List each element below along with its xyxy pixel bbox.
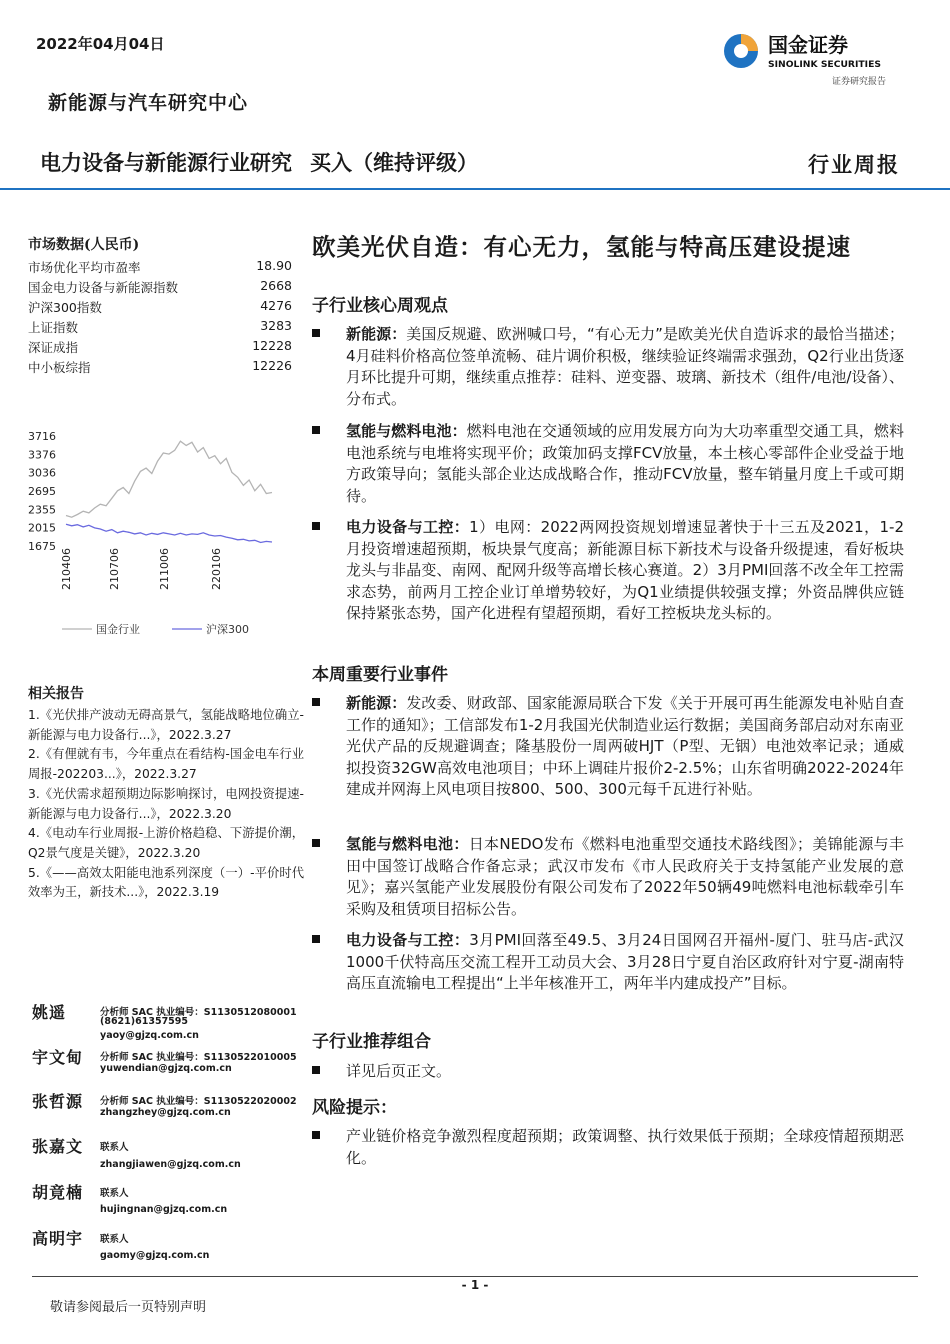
event-item: 氢能与燃料电池：日本NEDO发布《燃料电池重型交通技术路线图》；美锦能源与丰田中国签订战略合作备忘录；武汉市发布《市人民政府关于支持氢能产业发展的意见》；嘉兴氢能产业发展股份有限公司发布了2022年50辆49吨燃料电池标载牵引车采购及租赁项目招标公告。 bbox=[312, 834, 904, 920]
section-risk: 风险提示： bbox=[312, 1098, 397, 1118]
x-tick-label: 220106 bbox=[210, 548, 223, 590]
logo-en: SINOLINK SECURITIES bbox=[768, 59, 881, 70]
bullet-icon bbox=[312, 935, 320, 943]
bullet-icon bbox=[312, 426, 320, 434]
y-tick-label: 3036 bbox=[28, 466, 56, 480]
market-row: 国金电力设备与新能源指数 2668 bbox=[28, 278, 292, 295]
industry-title: 电力设备与新能源行业研究 bbox=[40, 151, 292, 175]
analyst-card: 高明宇 联系人 gaomy@gjzq.com.cn bbox=[32, 1226, 302, 1266]
related-report-item[interactable]: 3.《光伏需求超预期边际影响探讨，电网投资提速-新能源与电力设备行...》，2022.3.20 bbox=[28, 786, 304, 821]
event-item: 新能源：发改委、财政部、国家能源局联合下发《关于开展可再生能源发电补贴自查工作的通知》；工信部发布1-2月我国光伏制造业运行数据；美国商务部启动对东南亚光伏产品的反规避调查；隆基股份一周两破HJT（P型、无铟）电池效率记录；通威拟投资32GW高效电池项目；中环上调硅片报价2-2.5%；山东省明确2022-2024年建成并网海上风电项目按800、500、300元每千瓦进行补贴。 bbox=[312, 693, 904, 801]
related-report-item[interactable]: 2.《有俚就有韦，今年重点在看结构-国金电车行业周报-202203...》，2022.3.27 bbox=[28, 747, 304, 782]
bullet-icon bbox=[312, 698, 320, 706]
market-data-title: 市场数据(人民币) bbox=[28, 237, 140, 253]
page-number: - 1 - bbox=[461, 1278, 489, 1292]
bullet-icon bbox=[312, 522, 320, 530]
logo-mark-icon bbox=[724, 34, 758, 68]
main-title: 欧美光伏自造：有心无力，氢能与特高压建设提速 bbox=[312, 233, 851, 261]
y-tick-label: 2355 bbox=[28, 503, 56, 517]
y-tick-label: 2015 bbox=[28, 521, 56, 535]
sinolink-logo bbox=[722, 30, 902, 74]
bullet-icon bbox=[312, 1131, 320, 1139]
portfolio-item: 详见后页正文。 bbox=[312, 1061, 904, 1083]
disclaimer-note: 敬请参阅最后一页特别声明 bbox=[50, 1300, 207, 1315]
view-item: 电力设备与工控：1）电网：2022两网投资规划增速显著快于十三五及2021，1-2月投资增速超预期，板块景气度高；新能源目标下新技术与设备升级提速，看好板块龙头与非晶变、南网、配网升级等高增长核心赛道。2）3月PMI回落不改全年工控需求态势，前两月工控企业订单增势较好，为Q1业绩提供较强支撑；外资品牌供应链保持紧张态势，国产化进程有望超预期，看好工控板块龙头标的。 bbox=[312, 517, 904, 625]
footer-divider bbox=[32, 1276, 918, 1277]
market-row: 上证指数 3283 bbox=[28, 318, 292, 335]
analyst-card: 张哲源 分析师 SAC 执业编号：S1130522020002 zhangzhey@gjzq.com.cn bbox=[32, 1089, 302, 1123]
related-report-item[interactable]: 5.《——高效太阳能电池系列深度（一）-平价时代效率为王，新技术...》，2022.3.19 bbox=[28, 865, 304, 900]
x-tick-label: 210706 bbox=[108, 548, 121, 590]
report-type: 行业周报 bbox=[808, 152, 900, 177]
market-row: 沪深300指数 4276 bbox=[28, 298, 292, 315]
analyst-email[interactable]: hujingnan@gjzq.com.cn bbox=[100, 1204, 228, 1215]
view-item: 新能源：美国反规避、欧洲喊口号，“有心无力”是欧美光伏自造诉求的最恰当描述；4月硅料价格高位签单流畅、硅片调价积极，继续验证终端需求强劲，Q2行业出货逐月环比提升可期，继续重点推荐：硅料、逆变器、玻璃、新技术（组件/电池/设备）、分布式。 bbox=[312, 324, 904, 410]
x-tick-label: 211006 bbox=[158, 548, 171, 590]
event-item: 电力设备与工控：3月PMI回落至49.5、3月24日国网召开福州-厦门、驻马店-武汉1000千伏特高压交流工程开工动员大会、3月28日宁夏自治区政府针对宁夏-湖南特高压直流输电工程提出“上半年核准开工，两年半内建成投产”目标。 bbox=[312, 930, 904, 995]
analyst-email[interactable]: gaomy@gjzq.com.cn bbox=[100, 1250, 210, 1261]
x-tick-label: 210406 bbox=[60, 548, 73, 590]
risk-item: 产业链价格竞争激烈程度超预期；政策调整、执行效果低于预期；全球疫情超预期恶化。 bbox=[312, 1126, 904, 1169]
legend-label: 国金行业 bbox=[96, 623, 140, 636]
bullet-icon bbox=[312, 1066, 320, 1074]
related-report-item[interactable]: 4.《电动车行业周报-上游价格趋稳、下游提价潮，Q2景气度是关键》，2022.3.20 bbox=[28, 826, 304, 860]
view-item: 氢能与燃料电池：燃料电池在交通领域的应用发展方向为大功率重型交通工具，燃料电池系统与电堆将实现平价；政策加码支撑FCV放量，本土核心零部件企业受益于地方政策导向；氢能头部企业达成战略合作，推动FCV放量，整车销量月度上千或可期待。 bbox=[312, 421, 904, 507]
logo-cn: 国金证券 bbox=[768, 33, 848, 57]
market-row: 市场优化平均市盈率 18.90 bbox=[28, 258, 292, 275]
analyst-name: 张嘉文 bbox=[32, 1137, 84, 1156]
bullet-icon bbox=[312, 839, 320, 847]
analyst-name: 宇文甸 bbox=[32, 1048, 84, 1067]
rating: 买入（维持评级） bbox=[310, 151, 478, 175]
analyst-name: 胡竟楠 bbox=[32, 1183, 84, 1202]
logo-subtitle: 证券研究报告 bbox=[832, 77, 887, 87]
y-tick-label: 3716 bbox=[28, 430, 56, 443]
market-row: 中小板综指 12226 bbox=[28, 358, 292, 375]
section-portfolio: 子行业推荐组合 bbox=[312, 1032, 431, 1052]
bullet-icon bbox=[312, 329, 320, 337]
analyst-name: 高明宇 bbox=[32, 1229, 84, 1248]
legend-label: 沪深300 bbox=[206, 623, 249, 636]
series-line bbox=[66, 441, 272, 517]
series-line bbox=[66, 524, 272, 542]
header-divider bbox=[0, 188, 950, 190]
analyst-card: 张嘉文 联系人 zhangjiawen@gjzq.com.cn bbox=[32, 1134, 302, 1174]
analyst-card: 宇文甸 分析师 SAC 执业编号：S1130522010005 yuwendian@gjzq.com.cn bbox=[32, 1045, 302, 1079]
analyst-name: 张哲源 bbox=[32, 1092, 84, 1111]
analyst-email[interactable]: yaoy@gjzq.com.cn bbox=[100, 1030, 199, 1041]
report-title-bar bbox=[40, 147, 478, 177]
y-tick-label: 3376 bbox=[28, 448, 56, 462]
index-chart bbox=[28, 424, 288, 654]
market-row: 深证成指 12228 bbox=[28, 338, 292, 355]
related-reports-list bbox=[28, 706, 304, 903]
section-weekly-events: 本周重要行业事件 bbox=[312, 665, 448, 685]
analyst-name: 姚遥 bbox=[32, 1003, 67, 1022]
analyst-email[interactable]: zhangzhey@gjzq.com.cn bbox=[100, 1107, 231, 1118]
analyst-email[interactable]: zhangjiawen@gjzq.com.cn bbox=[100, 1159, 241, 1170]
related-reports-title: 相关报告 bbox=[28, 686, 84, 702]
analyst-card: 姚遥 分析师 SAC 执业编号：S1130512080001 (8621)61357595 yaoy@gjzq.com.cn bbox=[32, 1000, 302, 1044]
y-tick-label: 2695 bbox=[28, 485, 56, 499]
analyst-email[interactable]: yuwendian@gjzq.com.cn bbox=[100, 1063, 232, 1074]
report-date: 2022年04月04日 bbox=[36, 35, 165, 53]
analyst-card: 胡竟楠 联系人 hujingnan@gjzq.com.cn bbox=[32, 1180, 302, 1220]
y-tick-label: 1675 bbox=[28, 540, 56, 553]
research-center: 新能源与汽车研究中心 bbox=[48, 92, 249, 114]
section-core-views: 子行业核心周观点 bbox=[312, 296, 448, 316]
related-report-item[interactable]: 1.《光伏排产波动无碍高景气，氢能战略地位确立-新能源与电力设备行...》，2022.3.27 bbox=[28, 708, 304, 742]
